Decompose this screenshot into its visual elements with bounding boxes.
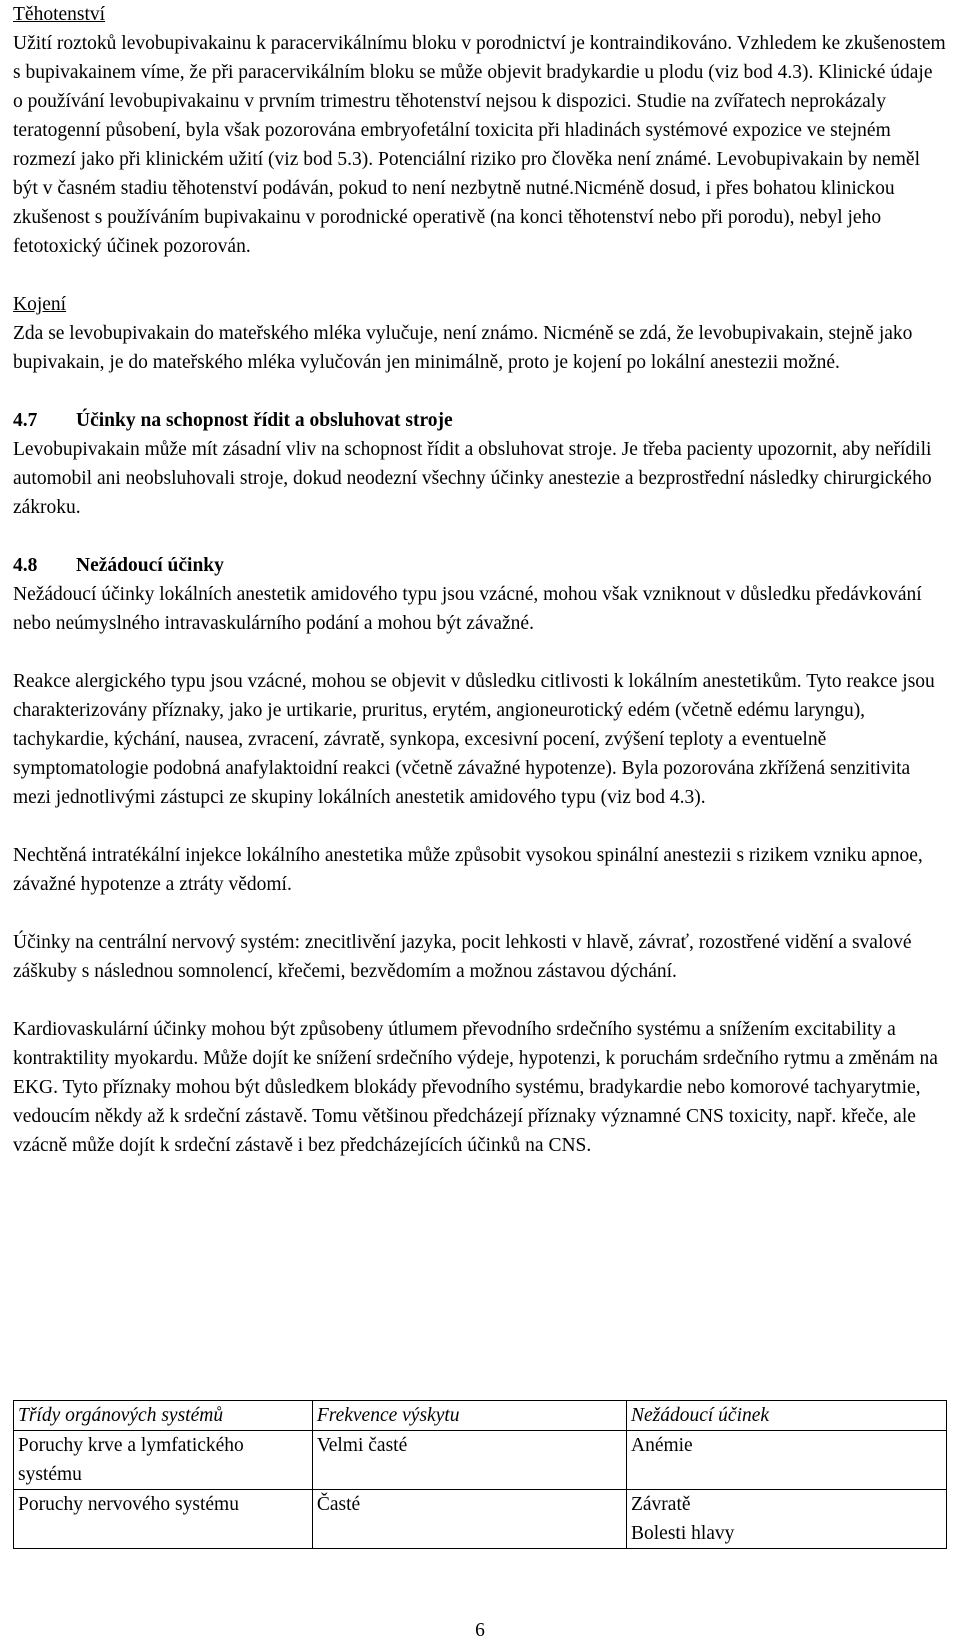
section-4-8-paragraph: Reakce alergického typu jsou vzácné, mohou se objevit v důsledku citlivosti k lokálním anestetikům. Tyto reakce jsou charakterizovány příznaky, jako je urtikarie, pruritus, erytém, angioneurotický edém (včetně edému laryngu), tachykardie, kýchání, nausea, zvracení, závratě, synkopa, excesivní pocení, zvýšení teploty a eventuelně symptomatologie podobná anafylaktoidní reakci (včetně závažné hypotenze). Byla pozorována zkřížená senzitivita mezi jednotlivými zástupci ze skupiny lokálních anestetik amidového typu (viz bod 4.3). bbox=[13, 671, 935, 808]
section-4-8 bbox=[13, 551, 947, 1160]
table-cell-frequency: Časté bbox=[312, 1490, 626, 1549]
table-header-effect: Nežádoucí účinek bbox=[626, 1401, 946, 1431]
spacer bbox=[13, 899, 947, 928]
section-4-8-paragraph: Nežádoucí účinky lokálních anestetik amidového typu jsou vzácné, mohou však vzniknout v důsledku předávkování nebo neúmyslného intravaskulárního podání a mohou být závažné. bbox=[13, 584, 922, 634]
document-page bbox=[13, 0, 947, 1641]
spacer bbox=[13, 812, 947, 841]
effect-item: Anémie bbox=[630, 1435, 693, 1456]
section-4-8-paragraph: Nechtěná intratékální injekce lokálního anestetika může způsobit vysokou spinální anestezii s rizikem vzniku apnoe, závažné hypotenze a ztráty vědomí. bbox=[13, 845, 923, 895]
table-header-frequency: Frekvence výskytu bbox=[312, 1401, 626, 1431]
table-row bbox=[14, 1490, 947, 1549]
section-4-7 bbox=[13, 406, 947, 522]
section-4-7-heading bbox=[13, 406, 947, 435]
spacer bbox=[13, 522, 947, 551]
pregnancy-text: Užití roztoků levobupivakainu k paracervikálnímu bloku v porodnictví je kontraindikováno. Vzhledem ke zkušenostem s bupivakainem víme, že při paracervikálním bloku se může objevit bradykardie u plodu (viz bod 4.3). Klinické údaje o používání levobupivakainu v prvním trimestru těhotenství nejsou k dispozici. Studie na zvířatech neprokázaly teratogenní působení, byla však pozorována embryofetální toxicita při hladinách systémové expozice ve stejném rozmezí jako při klinickém užití (viz bod 5.3). Potenciální riziko pro člověka není známé. Levobupivakain by neměl být v časném stadiu těhotenství podáván, pokud to není nezbytně nutné.Nicméně dosud, i přes bohatou klinickou zkušenost s používáním bupivakainu v porodnické operativě (na konci těhotenství nebo při porodu), nebyl jeho fetotoxický účinek pozorován. bbox=[13, 33, 946, 257]
effect-item: Bolesti hlavy bbox=[630, 1523, 735, 1544]
spacer bbox=[13, 261, 947, 290]
breastfeeding-text: Zda se levobupivakain do mateřského mléka vylučuje, není známo. Nicméně se zdá, že levobupivakain, stejně jako bupivakain, je do mateřského mléka vylučován jen minimálně, proto je kojení po lokální anestezii možné. bbox=[13, 323, 913, 373]
table-row bbox=[14, 1431, 947, 1490]
section-4-8-number: 4.8 bbox=[13, 555, 38, 576]
table-header-organ-class: Třídy orgánových systémů bbox=[14, 1401, 313, 1431]
pregnancy-heading: Těhotenství bbox=[13, 4, 106, 25]
table-cell-organ-class: Poruchy nervového systému bbox=[14, 1490, 313, 1549]
adverse-effects-table bbox=[13, 1400, 947, 1549]
effect-item: Závratě bbox=[630, 1494, 691, 1515]
section-4-8-paragraph: Kardiovaskulární účinky mohou být způsobeny útlumem převodního srdečního systému a snížením excitability a kontraktility myokardu. Může dojít ke snížení srdečního výdeje, hypotenzi, k poruchám srdečního rytmu a změnám na EKG. Tyto příznaky mohou být důsledkem blokády převodního systému, bradykardie nebo komorové tachyarytmie, vedoucím někdy až k srdeční zástavě. Tomu většinou předcházejí příznaky významné CNS toxicity, např. křeče, ale vzácně může dojít k srdeční zástavě i bez předcházejících účinků na CNS. bbox=[13, 1019, 938, 1156]
section-4-8-heading bbox=[13, 551, 947, 580]
table-cell-effect bbox=[626, 1490, 946, 1549]
page-number: 6 bbox=[475, 1620, 485, 1641]
section-4-7-number: 4.7 bbox=[13, 410, 38, 431]
table-cell-effect bbox=[626, 1431, 946, 1490]
breastfeeding-heading: Kojení bbox=[13, 294, 67, 315]
breastfeeding-section bbox=[13, 290, 947, 377]
section-4-8-title: Nežádoucí účinky bbox=[76, 555, 224, 576]
table-header-row bbox=[14, 1401, 947, 1431]
spacer bbox=[13, 377, 947, 406]
section-4-8-paragraph: Účinky na centrální nervový systém: znecitlivění jazyka, pocit lehkosti v hlavě, závrať, rozostřené vidění a svalové záškuby s následnou somnolencí, křečemi, bezvědomím a možnou zástavou dýchání. bbox=[13, 932, 912, 982]
spacer bbox=[13, 638, 947, 667]
section-4-7-text: Levobupivakain může mít zásadní vliv na schopnost řídit a obsluhovat stroje. Je třeba pacienty upozornit, aby neřídili automobil ani neobsluhovali stroje, dokud neodezní všechny účinky anestezie a bezprostřední následky chirurgického zákroku. bbox=[13, 439, 932, 518]
table-cell-frequency: Velmi časté bbox=[312, 1431, 626, 1490]
pregnancy-section bbox=[13, 0, 947, 261]
table-cell-organ-class: Poruchy krve a lymfatického systému bbox=[14, 1431, 313, 1490]
section-4-7-title: Účinky na schopnost řídit a obsluhovat stroje bbox=[76, 410, 453, 431]
spacer bbox=[13, 986, 947, 1015]
